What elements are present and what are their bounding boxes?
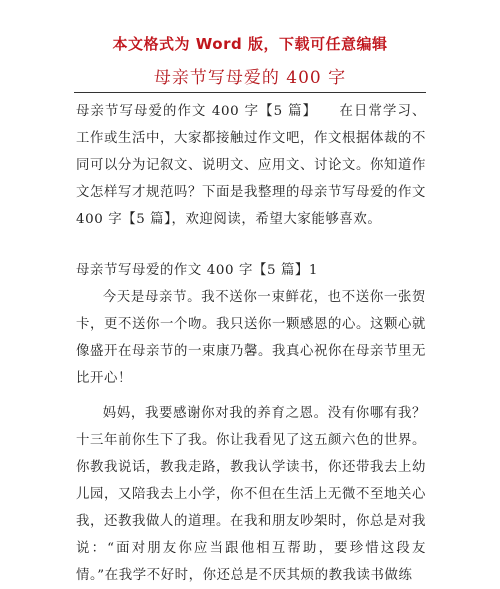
- document-title: 母亲节写母爱的 400 字: [153, 68, 347, 88]
- essay-body: [76, 284, 426, 589]
- intro-text: 母亲节写母爱的作文 400 字【5 篇】 在日常学习、工作或生活中，大家都接触过作文吧，作文根据体裁的不同可以分为记叙文、说明文、应用文、讨论文。你知道作文怎样写才规范吗？下面是我整理的母亲节写母爱的作文 400 字【5 篇】，欢迎阅读，希望大家能够喜欢。: [76, 104, 426, 227]
- essay-paragraph: 今天是母亲节。我不送你一束鲜花，也不送你一张贺卡，更不送你一个吻。我只送你一颗感恩的心。这颗心就像盛开在母亲节的一束康乃馨。我真心祝你在母亲节里无比开心！: [76, 290, 426, 386]
- intro-paragraph: [76, 98, 426, 233]
- essay-paragraph: 妈妈，我要感谢你对我的养育之恩。没有你哪有我？十三年前你生下了我。你让我看见了这五颜六色的世界。你教我说话，教我走路，教我认学读书，你还带我去上幼儿园，又陪我去上小学，你不但在生活上无微不至地关心我，还教我做人的道理。在我和朋友吵架时，你总是对我说：“面对朋友你应当跟他相互帮助，要珍惜这段友情。”在我学不好时，你还总是不厌其烦的教我读书做练: [76, 406, 426, 583]
- section-heading: 母亲节写母爱的作文 400 字【5 篇】1: [76, 263, 319, 278]
- title-divider: [74, 92, 426, 93]
- format-banner: 本文格式为 Word 版，下载可任意编辑: [112, 35, 388, 53]
